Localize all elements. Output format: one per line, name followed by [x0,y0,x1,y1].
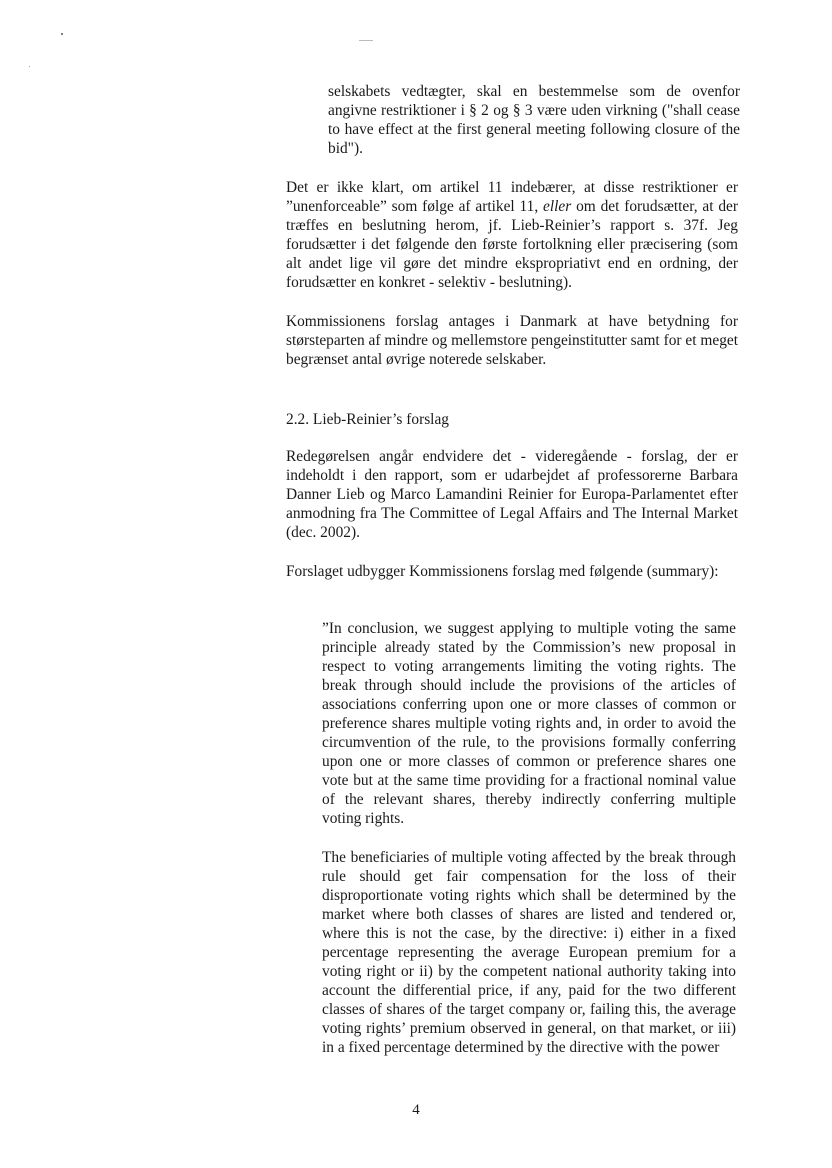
section-heading: 2.2. Lieb-Reinier’s forslag [286,411,449,428]
paragraph-article-11 [286,178,738,292]
paragraph-article-11-part-a: Det er ikke klart, om artikel 11 indebærer, at disse restriktioner er ”unenforceable” som følge af artikel 11, [286,179,738,215]
scan-speck [29,66,30,67]
block-quote-conclusion: ”In conclusion, we suggest applying to multiple voting the same principle already stated by the Commission’s new proposal in respect to voting arrangements limiting the voting rights. The break through should include the provisions of the articles of associations conferring upon one or more classes of common or preference shares multiple voting rights and, in order to avoid the circumvention of the rule, to the provisions formally conferring upon one or more classes of common or preference shares one vote but at the same time providing for a fractional nominal value of the relevant shares, thereby indirectly conferring multiple voting rights. [322,620,736,827]
emphasis-eller: eller [543,198,572,215]
paragraph-article-11-part-b: om det forudsætter, at der træffes en beslutning herom, jf. Lieb-Reinier’s rapport s. 37f. Jeg forudsætter i det følgende den første fortolkning eller præcisering (som alt andet lige vil gøre det mindre ekspropriativt end en ordning, der forudsætter en konkret - selektiv - beslutning). [286,198,738,291]
paragraph-report: Redegørelsen angår endvidere det - videregående - forslag, der er indeholdt i den rapport, som er udarbejdet af professorerne Barbara Danner Lieb og Marco Lamandini Reinier for Europa-Parlamentet efter anmodning fra The Committee of Legal Affairs and The Internal Market (dec. 2002). [286,448,738,541]
block-quote-beneficiaries: The beneficiaries of multiple voting affected by the break through rule should get fair compensation for the loss of their disproportionate voting rights which shall be determined by the market where both classes of shares are listed and tendered or, where this is not the case, by the directive: i) either in a fixed percentage representing the average European premium for a voting right or ii) by the competent national authority taking into account the differential price, if any, paid for the two different classes of shares of the target company or, failing this, the average voting rights’ premium observed in general, on that market, or iii) in a fixed percentage determined by the directive with the power [322,849,736,1056]
scan-speck [61,33,63,35]
paragraph-summary-intro: Forslaget udbygger Kommissionens forslag med følgende (summary): [286,563,719,580]
block-quote-continuation: selskabets vedtægter, skal en bestemmelse som de ovenfor angivne restriktioner i § 2 og § 3 være uden virkning ("shall cease to have effect at the first general meeting following closure of the bid"). [328,83,740,157]
scan-mark [359,40,373,41]
page-number: 4 [412,1102,420,1118]
paragraph-commission-proposal: Kommissionens forslag antages i Danmark at have betydning for størsteparten af mindre og mellemstore pengeinstitutter samt for et meget begrænset antal øvrige noterede selskaber. [286,313,738,368]
